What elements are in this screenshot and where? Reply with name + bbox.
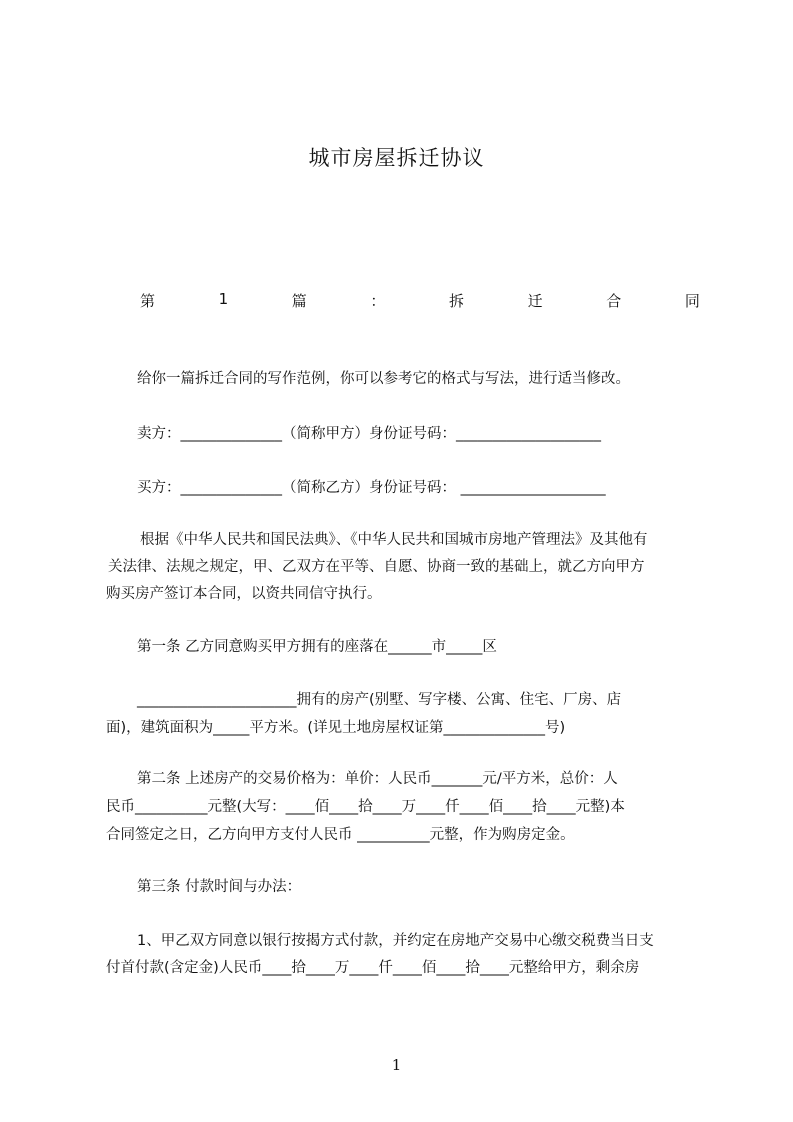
payment-line: 付首付款(含定金)人民币____拾____万____仟____佰____拾____元整给甲方，剩余房	[106, 960, 640, 976]
intro-line: 给你一篇拆迁合同的写作范例，你可以参考它的格式与写法，进行适当修改。	[137, 371, 630, 387]
chapter-char: 拆	[449, 292, 465, 310]
article-2-line: 第二条 上述房产的交易价格为：单价：人民币_______元/平方米，总价：人	[137, 771, 618, 787]
article-1-line: 第一条 乙方同意购买甲方拥有的座落在______市_____区	[137, 639, 497, 655]
payment-line: 1、甲乙双方同意以银行按揭方式付款，并约定在房地产交易中心缴交税费当日支	[137, 933, 654, 949]
seller-line: 卖方：______________（简称甲方）身份证号码：____________________	[137, 426, 601, 442]
preamble-line: 关法律、法规之规定，甲、乙双方在平等、自愿、协商一致的基础上，就乙方向甲方	[108, 559, 645, 575]
chapter-heading	[140, 290, 700, 311]
chapter-char: 第	[140, 292, 156, 310]
chapter-char: 1	[218, 290, 229, 308]
chapter-char: 篇	[291, 292, 307, 310]
document-title: 城市房屋拆迁协议	[308, 146, 485, 170]
buyer-line: 买方：______________（简称乙方）身份证号码： ____________________	[137, 480, 606, 496]
article-1-line: 面)，建筑面积为_____平方米。(详见土地房屋权证第______________号)	[106, 720, 566, 736]
chapter-char: 合	[606, 292, 622, 310]
page-number: 1	[391, 1056, 402, 1074]
chapter-char: ：	[370, 292, 386, 310]
article-3-heading: 第三条 付款时间与办法：	[137, 879, 302, 895]
preamble-line: 根据《中华人民共和国民法典》、《中华人民共和国城市房地产管理法》及其他有	[140, 532, 648, 548]
article-1-line: ______________________拥有的房产(别墅、写字楼、公寓、住宅、厂房、店	[137, 692, 622, 708]
chapter-char: 迁	[527, 292, 543, 310]
article-2-line: 民币__________元整(大写：____佰____拾____万____仟____佰____拾____元整)本	[106, 799, 625, 815]
article-2-line: 合同签定之日，乙方向甲方支付人民币 __________元整，作为购房定金。	[106, 827, 575, 843]
chapter-char: 同	[684, 292, 700, 310]
preamble-line: 购买房产签订本合同，以资共同信守执行。	[106, 586, 382, 602]
